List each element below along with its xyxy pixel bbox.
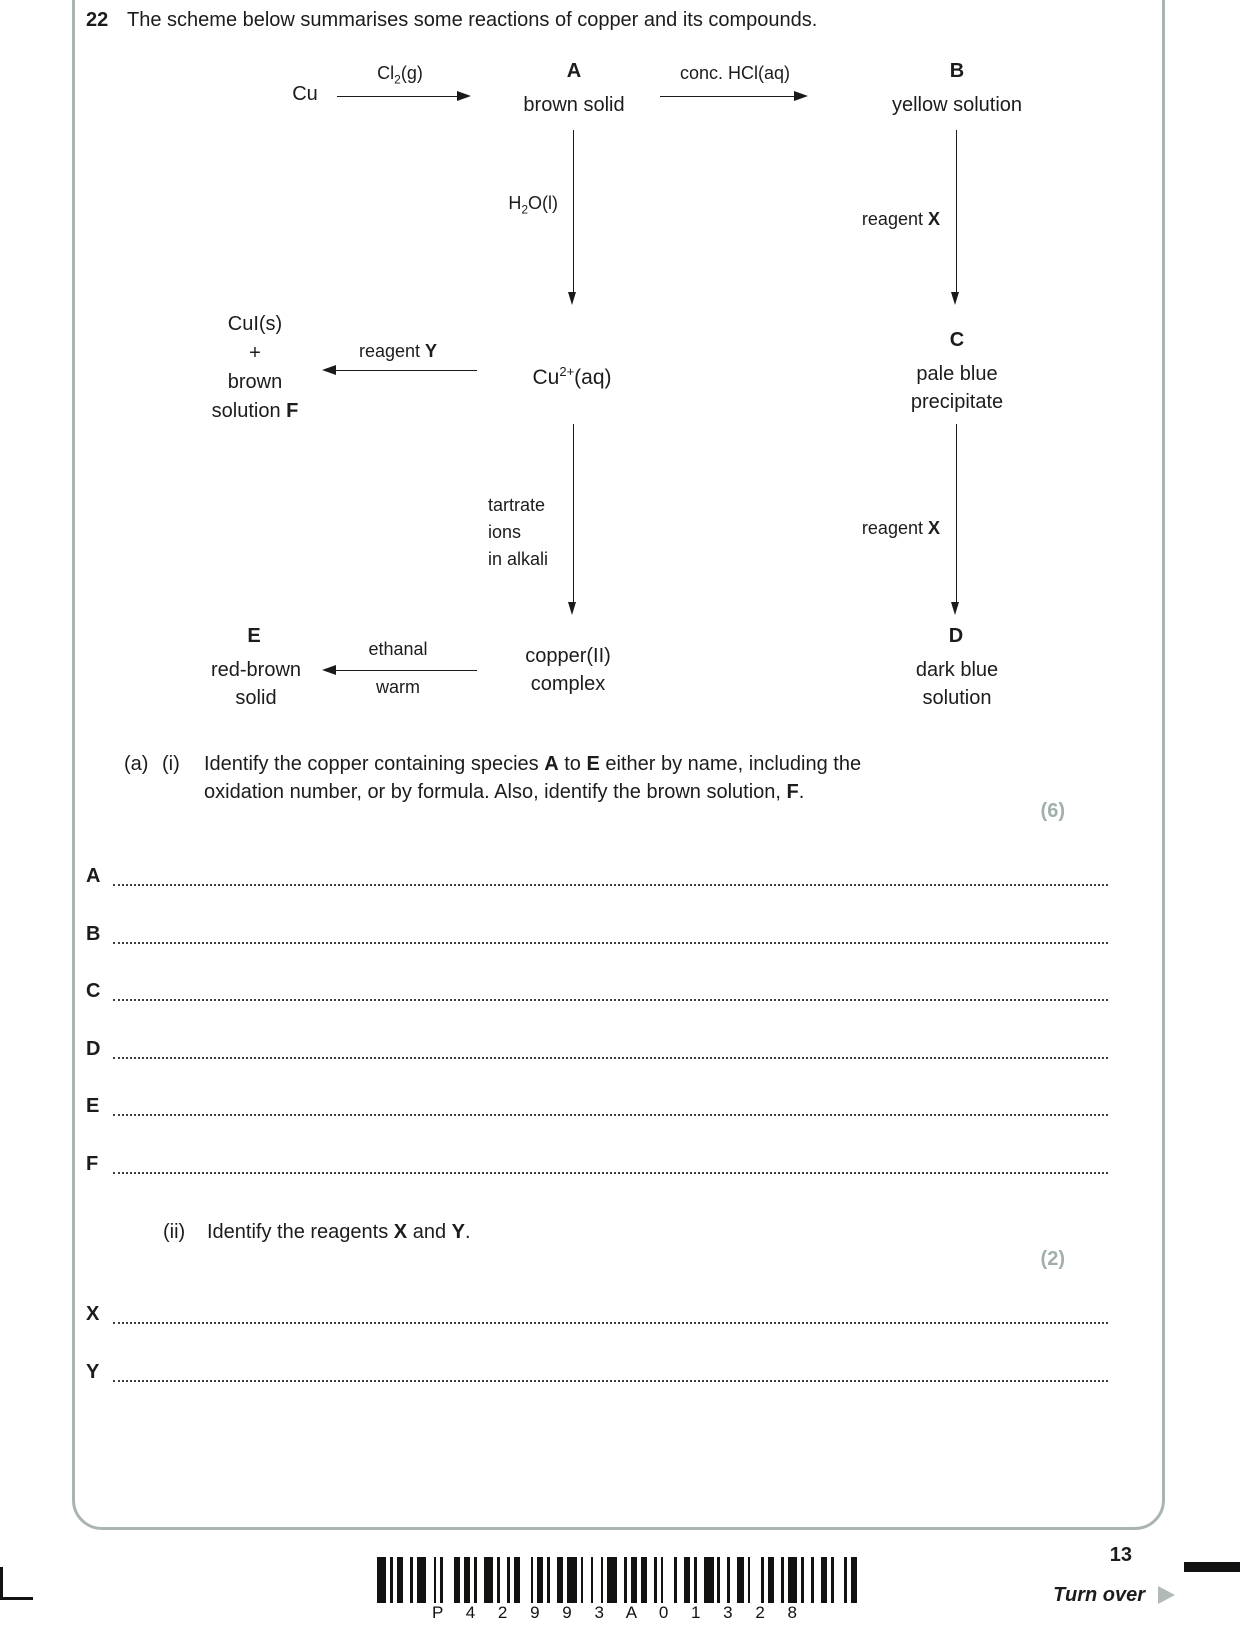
barcode-bar [631,1557,637,1603]
barcode-bar [624,1557,627,1603]
barcode-bar [547,1557,550,1603]
scheme-label-conc-hcl: conc. HCl(aq) [679,63,791,83]
barcode-bar [607,1557,616,1603]
scheme-label-reagent-x-2: reagent X [861,518,940,538]
cui-line2: + [249,342,261,364]
barcode-bar [704,1557,713,1603]
scheme-label-h2o: $H_2O(l)$ [508,193,558,217]
answer-row-y [86,1358,1108,1382]
answer-letter-d: D [86,1038,101,1060]
barcode-bar [684,1557,690,1603]
barcode-bar [537,1557,543,1603]
question-number: 22 [86,9,109,31]
barcode-bar [717,1557,720,1603]
scheme-node-c-letter: C [949,329,965,351]
answer-line-a [113,884,1108,886]
barcode [377,1557,861,1623]
answer-letter-c: C [86,980,101,1002]
answer-letter-y: Y [86,1361,100,1383]
barcode-bar [484,1557,493,1603]
answer-line-e [113,1114,1108,1116]
answer-line-f [113,1172,1108,1174]
barcode-bar [390,1557,393,1603]
barcode-bar [831,1557,834,1603]
barcode-bar [801,1557,804,1603]
scheme-node-e-letter: E [247,625,261,647]
barcode-bar [844,1557,847,1603]
answer-row-e [86,1092,1108,1116]
scheme-node-cui [212,310,299,426]
cui-line4: solution F [211,400,299,422]
answer-line-c [113,999,1108,1001]
barcode-bar [851,1557,857,1603]
answer-line-b [113,942,1108,944]
barcode-text: P 4 2 9 9 3 A 0 1 3 2 8 [424,1603,814,1623]
scheme-node-e-desc: red-brown solid [210,659,302,709]
barcode-bar [727,1557,730,1603]
arrow-cu2-to-cui [335,370,477,371]
barcode-bar [761,1557,764,1603]
barcode-bar [821,1557,827,1603]
scheme-node-b-letter: B [949,60,965,82]
question-header [86,6,817,34]
turn-over-arrow-icon [1158,1586,1175,1604]
barcode-bar [454,1557,460,1603]
cui-line3: brown [227,371,283,393]
page-number: 13 [1109,1544,1132,1566]
answer-letter-b: B [86,923,101,945]
part-a-i-line2: oxidation number, or by formula. Also, identify the brown solution, F. [204,781,805,803]
answer-line-x [113,1322,1108,1324]
part-ii-label: (ii) [163,1221,186,1243]
part-a-ii-text: Identify the reagents X and Y. [207,1221,471,1243]
answer-letter-f: F [86,1153,99,1175]
scheme-node-complex: copper(II) complex [525,645,611,695]
barcode-bar [661,1557,664,1603]
scheme-label-cl2: $Cl_2(g)$ [377,63,423,87]
barcode-bar [567,1557,576,1603]
answer-line-d [113,1057,1108,1059]
barcode-bar [514,1557,520,1603]
arrow-complex-to-e [335,670,477,671]
barcode-bar [674,1557,677,1603]
answer-row-c [86,977,1108,1001]
scheme-node-cu: Cu [292,83,318,105]
scheme-label-ethanal: ethanal [368,639,428,659]
answer-letter-e: E [86,1095,100,1117]
barcode-bar [377,1557,386,1603]
turn-over [940,1583,1175,1607]
barcode-bar [748,1557,751,1603]
arrow-b-to-c [956,130,957,292]
part-a-i-line1: Identify the copper containing species A to E either by name, including the [204,753,862,775]
arrow-a-to-cu2 [573,130,574,292]
answer-letter-x: X [86,1303,100,1325]
scheme-node-d-desc: dark blue solution [915,659,999,709]
part-i-label: (i) [162,753,180,775]
marks-a-ii: (2) [1040,1248,1065,1270]
part-a-label: (a) [124,753,149,775]
answer-row-x [86,1300,1108,1324]
scheme-node-c-desc: pale blue precipitate [910,363,1004,413]
arrow-cu2-to-complex [573,424,574,602]
scheme-label-reagent-y: reagent Y [358,341,438,361]
scheme-node-cu2aq: $Cu^{2+}(aq)$ [532,364,612,389]
barcode-bar [434,1557,437,1603]
scheme-label-tartrate: tartrate ions in alkali [488,495,549,569]
page-edge-mark-right [1184,1562,1240,1572]
barcode-bar [507,1557,510,1603]
answer-row-a [86,862,1108,886]
crop-mark-vertical [0,1567,3,1600]
marks-a-i: (6) [1040,800,1065,822]
turn-over-label: Turn over [1053,1583,1145,1606]
barcode-bar [531,1557,534,1603]
barcode-bar [397,1557,403,1603]
answer-letter-a: A [86,865,101,887]
arrow-c-to-d [956,424,957,602]
barcode-bar [591,1557,594,1603]
barcode-bars [377,1557,861,1603]
barcode-bar [601,1557,604,1603]
scheme-label-reagent-x-1: reagent X [861,209,940,229]
arrow-cu-to-a [337,96,458,97]
barcode-bar [811,1557,814,1603]
answer-line-y [113,1380,1108,1382]
scheme-label-warm: warm [376,677,420,697]
arrow-a-to-b [660,96,795,97]
scheme-node-a-desc: brown solid [523,94,625,116]
barcode-bar [410,1557,413,1603]
barcode-bar [781,1557,784,1603]
barcode-bar [417,1557,426,1603]
barcode-bar [654,1557,657,1603]
question-intro-text: The scheme below summarises some reactions of copper and its compounds. [127,9,818,31]
barcode-bar [694,1557,697,1603]
barcode-bar [768,1557,774,1603]
scheme-node-d-letter: D [948,625,964,647]
barcode-bar [641,1557,647,1603]
scheme-node-a-letter: A [566,60,582,82]
barcode-bar [581,1557,584,1603]
barcode-bar [557,1557,563,1603]
answer-row-f [86,1150,1108,1174]
answer-row-b [86,920,1108,944]
barcode-bar [497,1557,500,1603]
scheme-node-b-desc: yellow solution [891,94,1023,116]
barcode-bar [788,1557,797,1603]
cui-line1: CuI(s) [227,313,283,335]
answer-row-d [86,1035,1108,1059]
barcode-bar [440,1557,443,1603]
barcode-bar [464,1557,470,1603]
barcode-bar [737,1557,743,1603]
crop-mark-horizontal [0,1597,33,1600]
barcode-bar [474,1557,477,1603]
